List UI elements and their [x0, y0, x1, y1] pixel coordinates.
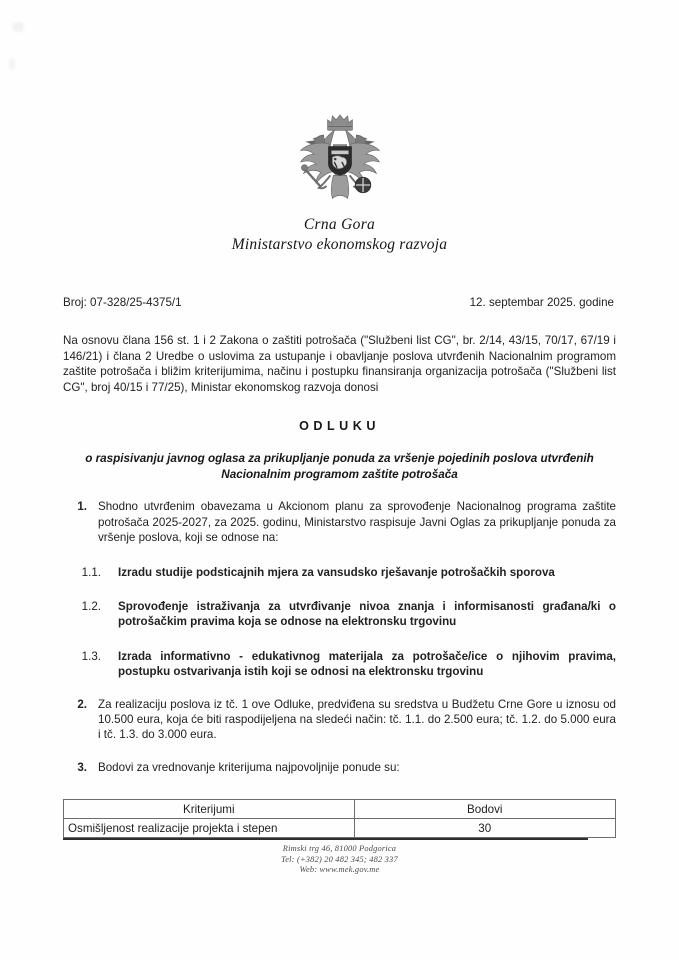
page-footer	[63, 844, 616, 876]
reference-number: Broj: 07-328/25-4375/1	[63, 296, 182, 309]
decision-title: ODLUKU	[299, 419, 380, 434]
document-header	[63, 112, 616, 254]
criteria-points-table	[63, 799, 616, 838]
preamble-paragraph: Na osnovu člana 156 st. 1 i 2 Zakona o zaštiti potrošača ("Službeni list CG", br. 2/14, 43/15, 70/17, 67/19 i 146/21) i člana 2 Uredbe o uslovima za ustupanje i obavljanje poslova utvrđenih Nacionalnim programom zaštite potrošača i bližim kriterijumima, načinu i postupku finansiranja organizacija potrošača ("Službeni list CG", broj 40/15 i 77/25), Ministar ekonomskog razvoja donosi	[63, 334, 616, 394]
list-item	[63, 697, 616, 743]
list-item-number: 1.	[77, 500, 87, 514]
list-item-text: Shodno utvrđenim obavezama u Akcionom planu za sprovođenje Nacionalnog programa zaštite potrošača 2025-2027, za 2025. godinu, Ministarstvo raspisuje Javni Oglas za prikupljanje ponuda za vršenje poslova, koji se odnose na:	[98, 500, 616, 545]
list-item-text: Izrada informativno - edukativnog materijala za potrošače/ice o njihovim pravima, postupku ostvarivanja istih koji se odnosi na elektronsku trgovinu	[118, 649, 616, 679]
list-item-text: Sprovođenje istraživanja za utvrđivanje nivoa znanja i informisanosti građana/ki o potrošačkim pravima koja se odnose na elektronsku trgovinu	[118, 600, 616, 629]
list-item-number: 3.	[77, 760, 87, 774]
montenegro-coat-of-arms-icon	[292, 112, 388, 210]
footer-address: Rimski trg 46, 81000 Podgorica	[282, 844, 397, 854]
document-content	[63, 0, 616, 876]
list-item-number: 1.3.	[81, 649, 101, 663]
table-cell-criteria: Osmišljenost realizacije projekta i stepen	[64, 819, 355, 838]
list-item-number: 2.	[77, 697, 87, 711]
decision-subtitle: o raspisivanju javnog oglasa za prikupljanje ponuda za vršenje pojedinih poslova utvrđenih Nacionalnim programom zaštite potrošača	[85, 452, 594, 481]
document-date: 12. septembar 2025. godine	[469, 296, 614, 309]
footer-web: Web: www.mek.gov.me	[299, 865, 380, 875]
list-item-number: 1.1.	[81, 565, 101, 579]
table-bottom-rule	[63, 838, 588, 840]
list-item	[63, 760, 616, 775]
country-name: Crna Gora	[303, 216, 376, 233]
list-item-text: Izradu studije podsticajnih mjera za vansudsko rješavanje potrošačkih sporova	[118, 565, 555, 579]
scan-artifact	[12, 22, 24, 32]
table-header-row	[64, 800, 616, 819]
list-item-text: Bodovi za vrednovanje kriterijuma najpovoljnije ponude su:	[98, 760, 400, 774]
list-item	[63, 649, 616, 680]
list-item-text: Za realizaciju poslova iz tč. 1 ove Odluke, predviđena su sredstva u Budžetu Crne Gore u iznosu od 10.500 eura, koja će biti raspodijeljena na sledeći način: tč. 1.1. do 2.500 eura; tč. 1.2. do 5.000 eura i tč. 1.3. do 3.000 eura.	[98, 697, 616, 742]
list-item-number: 1.2.	[81, 600, 101, 613]
list-item	[63, 599, 616, 630]
document-meta-row	[63, 296, 616, 309]
list-item	[63, 565, 616, 580]
table-row	[64, 819, 616, 838]
table-header-points: Bodovi	[354, 800, 615, 819]
list-item	[63, 499, 616, 545]
scan-artifact	[9, 58, 15, 70]
footer-phone: Tel: (+382) 20 482 345; 482 337	[281, 854, 398, 864]
ministry-name: Ministarstvo ekonomskog razvoja	[231, 236, 448, 253]
table-header-criteria: Kriterijumi	[64, 800, 355, 819]
table-cell-points: 30	[354, 819, 615, 838]
